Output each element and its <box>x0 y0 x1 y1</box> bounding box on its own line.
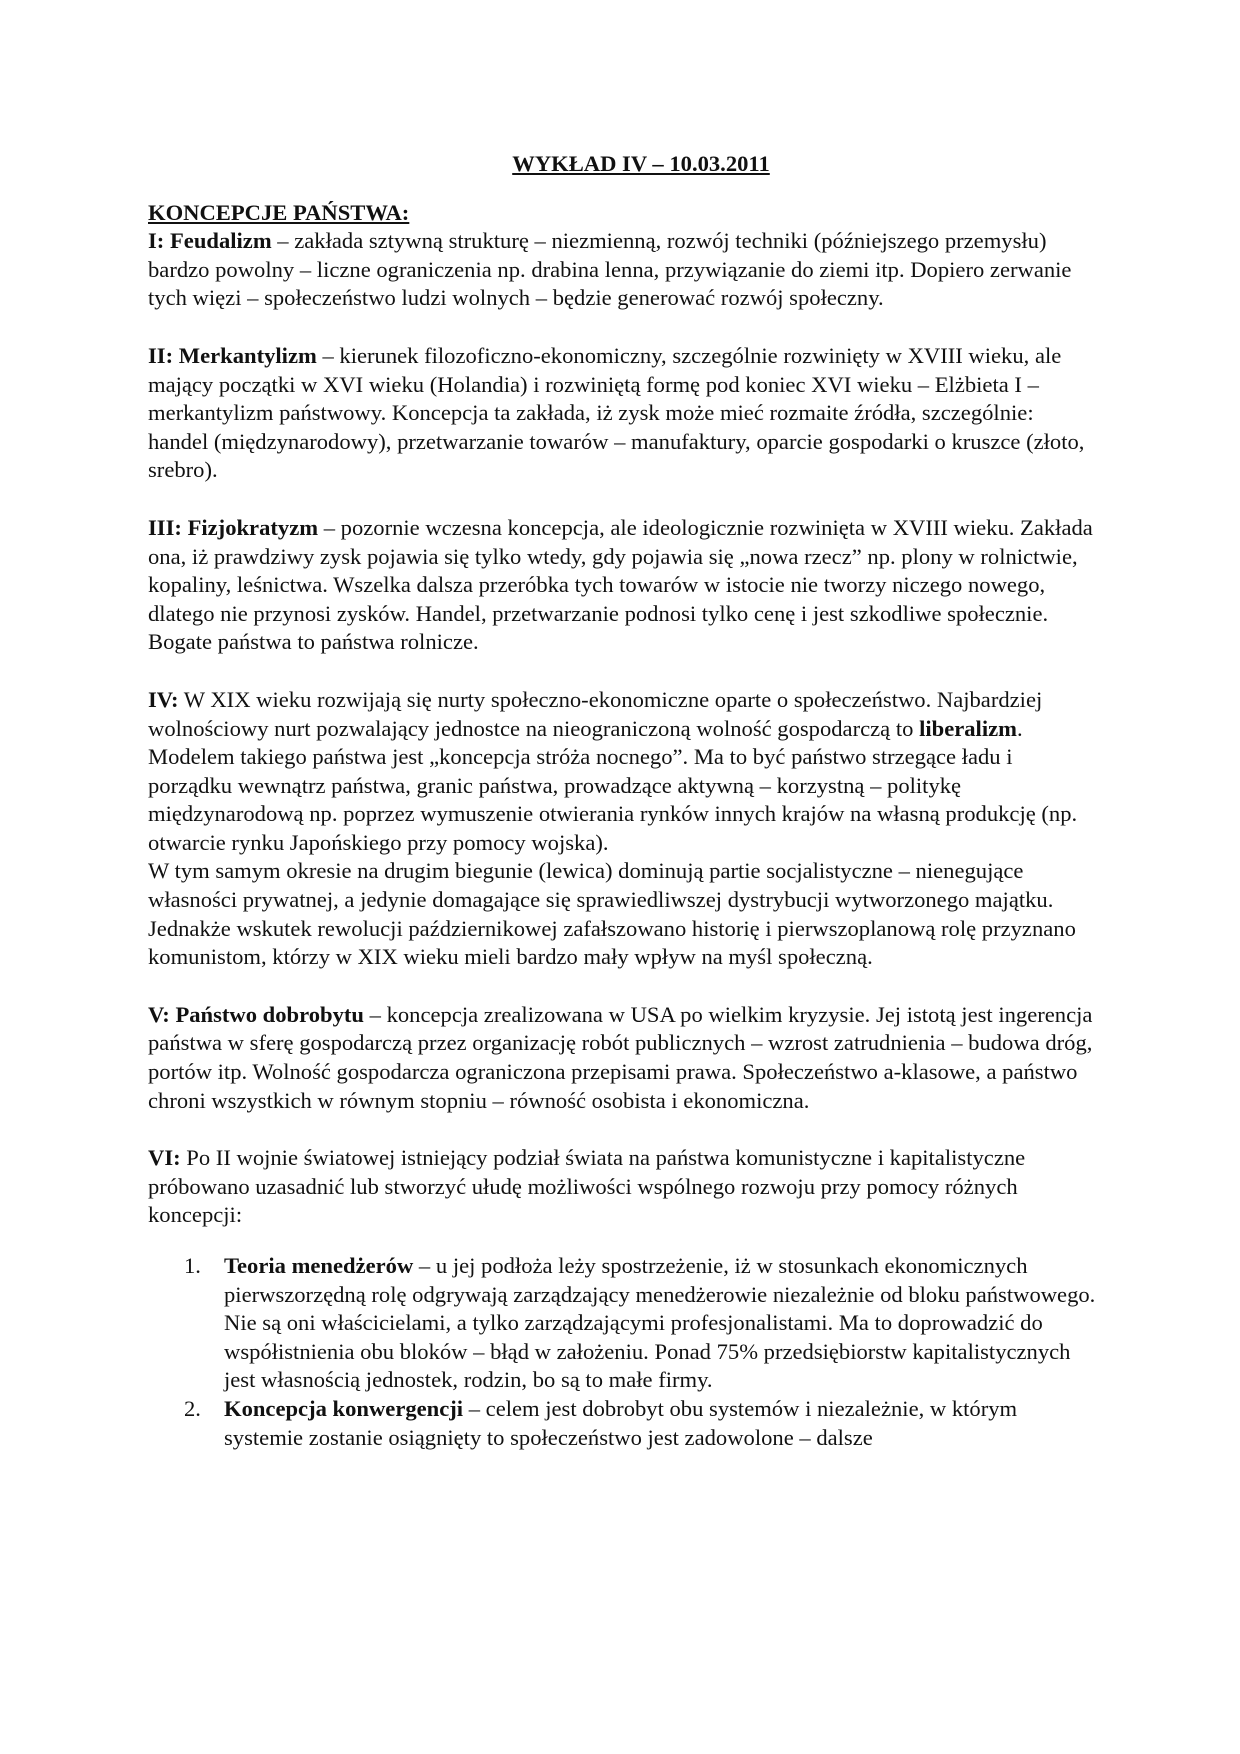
paragraph-merkantylizm: II: Merkantylizm – kierunek filozoficzno-ekonomiczny, szczególnie rozwinięty w XVIII wieku, ale mający początki w XVI wieku (Holandia) i rozwiniętą formę pod koniec XVI wieku – Elżbieta I – merkantylizm państwowy. Koncepcja ta zakłada, iż zysk może mieć rozmaite źródła, szczególnie: handel (międzynarodowy), przetwarzanie towarów – manufaktury, oparcie gospodarki o kruszce (złoto, srebro). <box>148 342 1085 483</box>
document-page <box>148 150 1096 1452</box>
paragraph-label: IV: <box>148 686 179 712</box>
list-item: 2. Koncepcja konwergencji – celem jest dobrobyt obu systemów i niezależnie, w którym systemie zostanie osiągnięty to społeczeństwo jest zadowolone – dalsze <box>184 1395 1018 1450</box>
list-term: Teoria menedżerów <box>224 1253 414 1278</box>
list-item: 1. Teoria menedżerów – u jej podłoża leży spostrzeżenie, iż w stosunkach ekonomicznych pierwszorzędną rolę odgrywają zarządzający menedżerowie niezależnie od bloku państwowego. Nie są oni właścicielami, a tylko zarządzającymi profesjonalistami. Ma to doprowadzić do współistnienia obu bloków – błąd w założeniu. Ponad 75% przedsiębiorstw kapitalistycznych jest własnością jednostek, rodzin, bo są to małe firmy. <box>184 1253 1096 1393</box>
paragraph-po-wojnie: VI: Po II wojnie światowej istniejący podział świata na państwa komunistyczne i kapitalistyczne próbowano uzasadnić lub stworzyć ułudę możliwości wspólnego rozwoju przy pomocy różnych koncepcji: <box>148 1145 1026 1228</box>
lecture-title: WYKŁAD IV – 10.03.2011 <box>512 151 770 176</box>
paragraph-label: VI: <box>148 1145 181 1171</box>
section-heading: KONCEPCJE PAŃSTWA: <box>148 199 410 225</box>
list-number: 1. <box>184 1253 201 1278</box>
paragraph-term: V: Państwo dobrobytu <box>148 1001 364 1027</box>
paragraph-fizjokratyzm: III: Fizjokratyzm – pozornie wczesna koncepcja, ale ideologicznie rozwinięta w XVIII wieku. Zakłada ona, iż prawdziwy zysk pojawia się tylko wtedy, gdy pojawia się „nowa rzecz” np. plony w rolnictwie, kopaliny, leśnictwa. Wszelka dalsza przeróbka tych towarów w istocie nie tworzy niczego nowego, dlatego nie przynosi zysków. Handel, przetwarzanie podnosi tylko cenę i jest szkodliwe społecznie. Bogate państwa to państwa rolnicze. <box>148 514 1093 655</box>
list-term: Koncepcja konwergencji <box>224 1395 464 1421</box>
paragraph-panstwo-dobrobytu: V: Państwo dobrobytu – koncepcja zrealizowana w USA po wielkim kryzysie. Jej istotą jest ingerencja państwa w sferę gospodarczą przez organizację robót publicznych – wzrost zatrudnienia – budowa dróg, portów itp. Wolność gospodarcza ograniczona przepisami prawa. Społeczeństwo a-klasowe, a państwo chroni wszystkich w równym stopniu – równość osobista i ekonomiczna. <box>148 1001 1093 1113</box>
paragraph-feudalizm: I: Feudalizm – zakłada sztywną strukturę – niezmienną, rozwój techniki (późniejszego przemysłu) bardzo powolny – liczne ograniczenia np. drabina lenna, przywiązanie do ziemi itp. Dopiero zerwanie tych więzi – społeczeństwo ludzi wolnych – będzie generować rozwój społeczny. <box>148 228 1072 311</box>
list-number: 2. <box>184 1395 201 1421</box>
paragraph-continuation: W tym samym okresie na drugim biegunie (lewica) dominują partie socjalistyczne – nienegujące własności prywatnej, a jedynie domagające się sprawiedliwszej dystrybucji wytworzonego majątku. Jednakże wskutek rewolucji październikowej zafałszowano historię i pierwszoplanową rolę przyznano komunistom, którzy w XIX wieku mieli bardzo mały wpływ na myśl społeczną. <box>148 858 1076 970</box>
paragraph-liberalizm: IV: W XIX wieku rozwijają się nurty społeczno-ekonomiczne oparte o społeczeństwo. Najbardziej wolnościowy nurt pozwalający jednostce na nieograniczoną wolność gospodarczą to liberalizm. Modelem takiego państwa jest „koncepcja stróża nocnego”. Ma to być państwo strzegące ładu i porządku wewnątrz państwa, granic państwa, prowadzące aktywną – korzystną – politykę międzynarodową np. poprzez wymuszenie otwierania rynków innych krajów na własną produkcję (np. otwarcie rynku Japońskiego przy pomocy wojska). W tym samym okresie na drugim biegunie (lewica) dominują partie socjalistyczne – nienegujące własności prywatnej, a jedynie domagające się sprawiedliwszej dystrybucji wytworzonego majątku. Jednakże wskutek rewolucji październikowej zafałszowano historię i pierwszoplanową rolę przyznano komunistom, którzy w XIX wieku mieli bardzo mały wpływ na myśl społeczną. <box>148 686 1078 970</box>
paragraph-term: III: Fizjokratyzm <box>148 514 319 540</box>
paragraph-term: I: Feudalizm <box>148 228 272 254</box>
concept-list <box>148 1252 1096 1452</box>
paragraph-term: liberalizm <box>919 715 1017 741</box>
paragraph-term: II: Merkantylizm <box>148 342 317 368</box>
